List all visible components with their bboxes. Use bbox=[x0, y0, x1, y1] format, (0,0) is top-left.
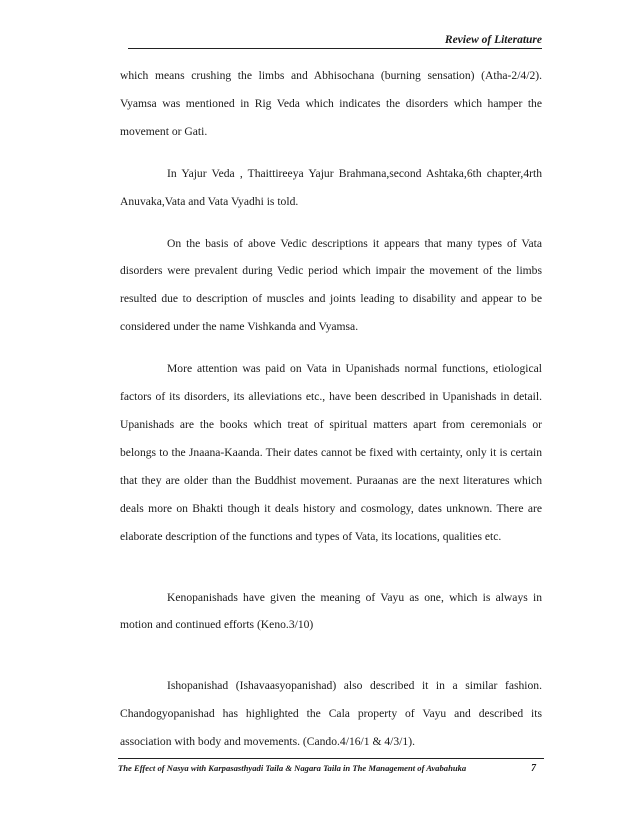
running-header: Review of Literature bbox=[444, 34, 542, 46]
footer-rule bbox=[118, 758, 544, 759]
footer-thesis-title: The Effect of Nasya with Karpasasthyadi Taila & Nagara Taila in The Management of Avabahuka bbox=[118, 763, 467, 773]
paragraph-ishopanishad: Ishopanishad (Ishavaasyopanishad) also described it in a similar fashion. Chandogyopanishad has highlighted the Cala property of Vayu and described its association with body and movements. (Cando.4/16/1 & 4/3/1). bbox=[120, 679, 542, 749]
running-footer bbox=[118, 763, 544, 773]
paragraph-vedic-descriptions: On the basis of above Vedic descriptions it appears that many types of Vata disorders were prevalent during Vedic period which impair the movement of the limbs resulted due to description of muscles and joints leading to disability and appear to be considered under the name Vishkanda and Vyamsa. bbox=[120, 236, 542, 334]
page-number: 7 bbox=[531, 763, 536, 774]
paragraph-upanishads: More attention was paid on Vata in Upanishads normal functions, etiological factors of its disorders, its alleviations etc., have been described in Upanishads in detail. Upanishads are the books which treat of spiritual matters apart from ceremonials or belongs to the Jnaana-Kaanda. Their dates cannot be fixed with certainty, only it is certain that they are older than the Buddhist movement. Puraanas are the next literatures which deals more on Bhakti though it deals history and cosmology, dates unknown. There are elaborate description of the functions and types of Vata, its locations, qualities etc. bbox=[120, 362, 542, 543]
paragraph-continuation: which means crushing the limbs and Abhisochana (burning sensation) (Atha-2/4/2). Vyamsa was mentioned in Rig Veda which indicates the disorders which hamper the movement or Gati. bbox=[120, 69, 542, 138]
paragraph-yajur-veda: In Yajur Veda , Thaittireeya Yajur Brahmana,second Ashtaka,6th chapter,4rth Anuvaka,Vata and Vata Vyadhi is told. bbox=[120, 166, 542, 208]
paragraph-kenopanishad: Kenopanishads have given the meaning of Vayu as one, which is always in motion and continued efforts (Keno.3/10) bbox=[120, 590, 542, 632]
page-body bbox=[120, 62, 542, 756]
header-rule bbox=[128, 48, 542, 49]
